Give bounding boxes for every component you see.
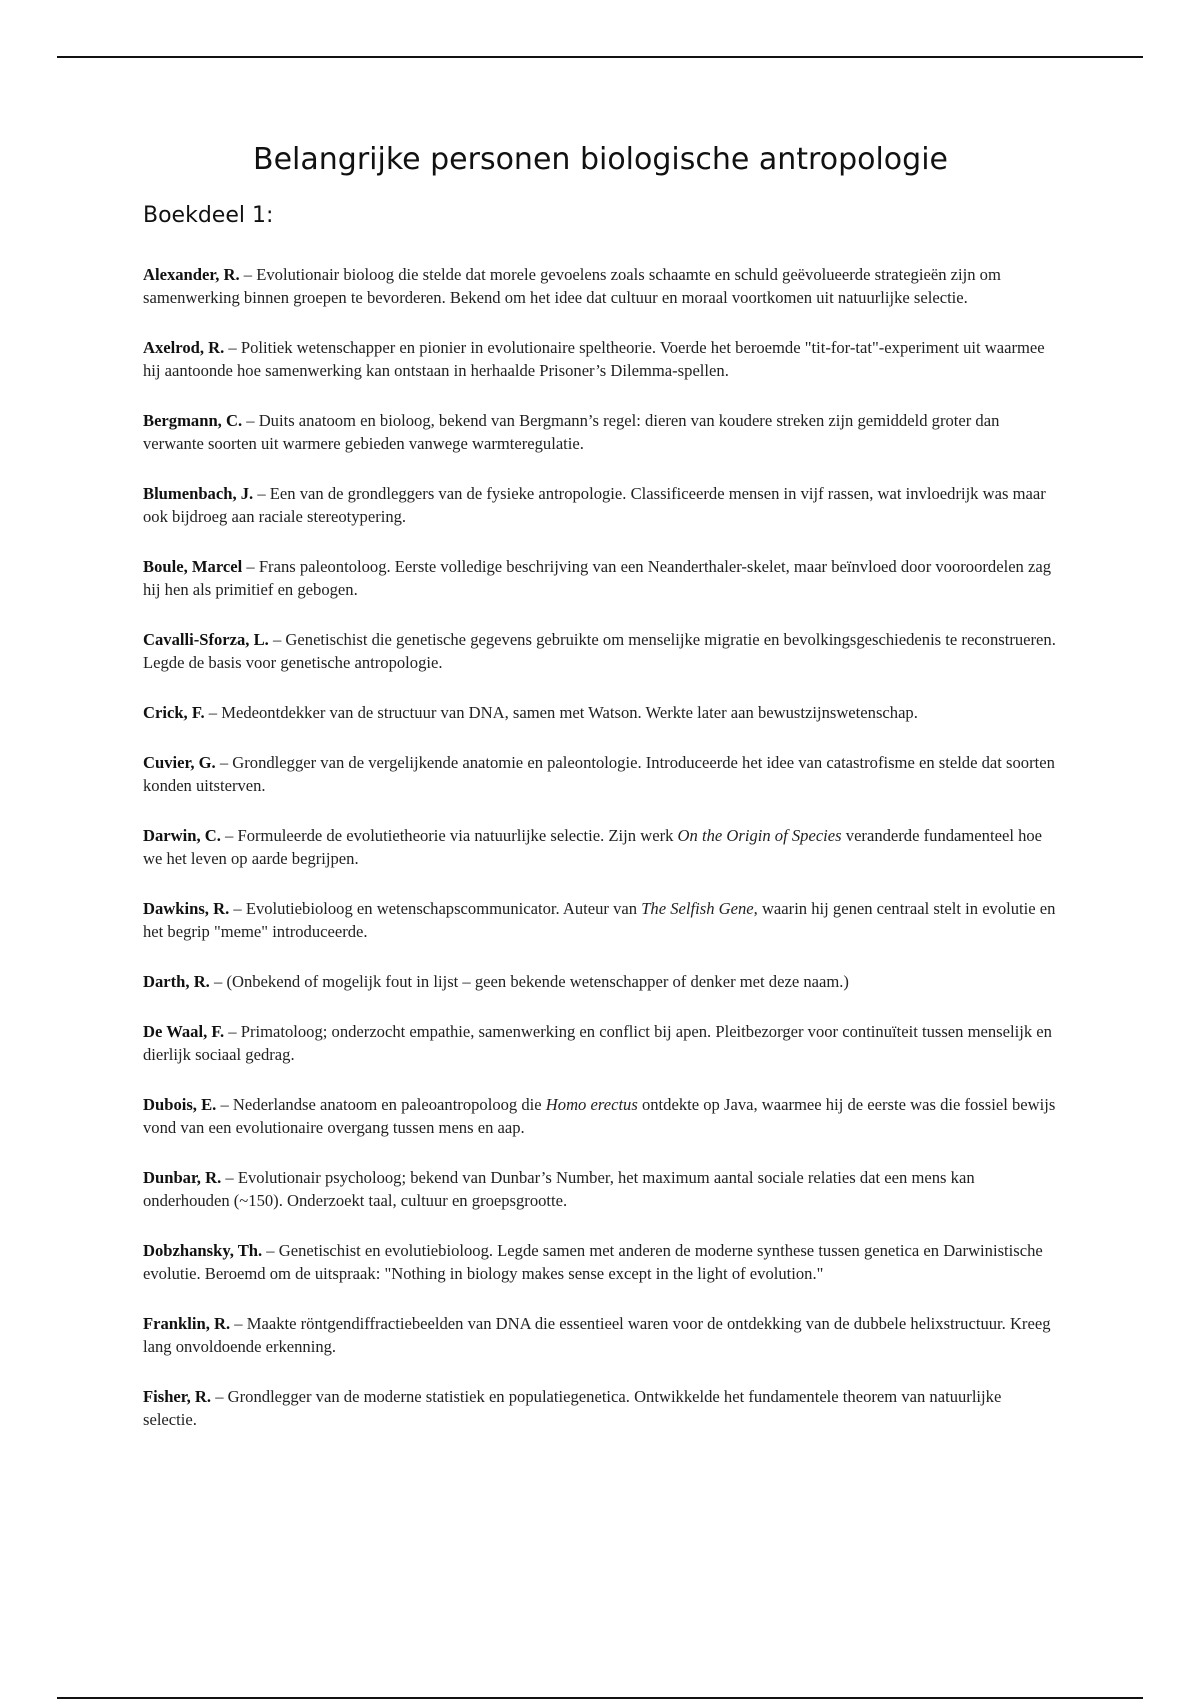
work-title: The Selfish Gene [641,899,754,918]
person-name: Darwin, C. [143,826,221,845]
person-name: Bergmann, C. [143,411,243,430]
person-description: Duits anatoom en bioloog, bekend van Bergmann’s regel: dieren van koudere streken zijn gemiddeld groter dan verwante soorten uit warmere gebieden vanwege warmteregulatie. [143,411,1000,453]
person-description: Politiek wetenschapper en pionier in evolutionaire speltheorie. Voerde het beroemde "tit-for-tat"-experiment uit waarmee hij aantoonde hoe samenwerking kan ontstaan in herhaalde Prisoner’s Dilemma-spellen. [143,338,1045,380]
entry-separator: – [253,484,270,503]
person-name: Cuvier, G. [143,753,216,772]
top-rule [57,56,1143,58]
person-name: Crick, F. [143,703,205,722]
person-name: Boule, Marcel [143,557,243,576]
person-description: Evolutiebioloog en wetenschapscommunicator. Auteur van [245,899,642,918]
list-item [143,628,1058,674]
list-item [143,1166,1058,1212]
person-description: Primatoloog; onderzocht empathie, samenwerking en conflict bij apen. Pleitbezorger voor continuïteit tussen menselijk en dierlijk sociaal gedrag. [143,1022,1052,1064]
entry-separator: – [262,1241,279,1260]
person-description: Een van de grondleggers van de fysieke antropologie. Classificeerde mensen in vijf rassen, wat invloedrijk was maar ook bijdroeg aan raciale stereotypering. [143,484,1046,526]
person-name: Cavalli-Sforza, L. [143,630,269,649]
person-name: Franklin, R. [143,1314,231,1333]
list-item [143,555,1058,601]
person-description: , waarin hij genen centraal stelt in evolutie en het begrip "meme" introduceerde. [143,899,1056,941]
work-title: On the Origin of Species [677,826,842,845]
person-description: Frans paleontoloog. Eerste volledige beschrijving van een Neanderthaler-skelet, maar beïnvloed door vooroordelen zag hij hen als primitief en gebogen. [143,557,1052,599]
person-name: Darth, R. [143,972,210,991]
person-description: Genetischist die genetische gegevens gebruikte om menselijke migratie en bevolkingsgeschiedenis te reconstrueren. Legde de basis voor genetische antropologie. [143,630,1056,672]
person-description: Formuleerde de evolutietheorie via natuurlijke selectie. Zijn werk [237,826,678,845]
list-item [143,701,1058,724]
list-item [143,1239,1058,1285]
person-description: Nederlandse anatoom en paleoantropoloog die [232,1095,546,1114]
list-item [143,1093,1058,1139]
list-item [143,482,1058,528]
entry-separator: – [211,1387,228,1406]
person-description: Grondlegger van de vergelijkende anatomie en paleontologie. Introduceerde het idee van catastrofisme en stelde dat soorten konden uitsterven. [143,753,1055,795]
list-item [143,263,1058,309]
list-item [143,751,1058,797]
entry-separator: – [268,630,286,649]
person-name: Alexander, R. [143,265,240,284]
section-heading: Boekdeel 1: [143,203,274,228]
person-description: Evolutionair bioloog die stelde dat morele gevoelens zoals schaamte en schuld geëvolueerde strategieën zijn om samenwerking binnen groepen te bevorderen. Bekend om het idee dat cultuur en moraal voortkomen uit natuurlijke selectie. [143,265,1001,307]
person-description: Maakte röntgendiffractiebeelden van DNA die essentieel waren voor de ontdekking van de dubbele helixstructuur. Kreeg lang onvoldoende erkenning. [143,1314,1051,1356]
work-title: Homo erectus [545,1095,638,1114]
entry-separator: – [239,265,257,284]
entry-separator: – [242,557,259,576]
entry-separator: – [209,972,227,991]
entry-separator: – [230,1314,247,1333]
person-name: Blumenbach, J. [143,484,254,503]
list-item [143,1020,1058,1066]
entry-separator: – [216,1095,233,1114]
list-item [143,824,1058,870]
person-description: Genetischist en evolutiebioloog. Legde samen met anderen de moderne synthese tussen genetica en Darwinistische evolutie. Beroemd om de uitspraak: "Nothing in biology makes sense except in the light of evolution." [143,1241,1043,1283]
person-name: Axelrod, R. [143,338,225,357]
person-description: Evolutionair psycholoog; bekend van Dunbar’s Number, het maximum aantal sociale relaties dat een mens kan onderhouden (~150). Onderzoekt taal, cultuur en groepsgrootte. [143,1168,975,1210]
person-description: Grondlegger van de moderne statistiek en populatiegenetica. Ontwikkelde het fundamentele theorem van natuurlijke selectie. [143,1387,1002,1429]
entry-separator: – [221,1168,238,1187]
list-item [143,1385,1058,1431]
person-name: De Waal, F. [143,1022,225,1041]
person-name: Dobzhansky, Th. [143,1241,263,1260]
entry-separator: – [224,1022,241,1041]
entry-separator: – [215,753,233,772]
list-item [143,409,1058,455]
entry-separator: – [224,338,241,357]
page-title: Belangrijke personen biologische antropologie [253,142,948,177]
list-item [143,970,1058,993]
person-name: Dawkins, R. [143,899,230,918]
person-description: (Onbekend of mogelijk fout in lijst – geen bekende wetenschapper of denker met deze naam.) [226,972,849,991]
person-name: Dubois, E. [143,1095,217,1114]
person-description: Medeontdekker van de structuur van DNA, samen met Watson. Werkte later aan bewustzijnswetenschap. [221,703,918,722]
list-item [143,1312,1058,1358]
person-name: Dunbar, R. [143,1168,222,1187]
entry-separator: – [220,826,238,845]
entry-separator: – [242,411,259,430]
person-name: Fisher, R. [143,1387,212,1406]
list-item [143,336,1058,382]
person-description: ontdekte op Java, waarmee hij de eerste was die fossiel bewijs vond van een evolutionaire overgang tussen mens en aap. [143,1095,1056,1137]
entry-separator: – [229,899,246,918]
list-item [143,897,1058,943]
bottom-rule [57,1697,1143,1699]
entry-separator: – [204,703,222,722]
person-list [143,263,1058,1458]
person-description: veranderde fundamenteel hoe we het leven op aarde begrijpen. [143,826,1043,868]
